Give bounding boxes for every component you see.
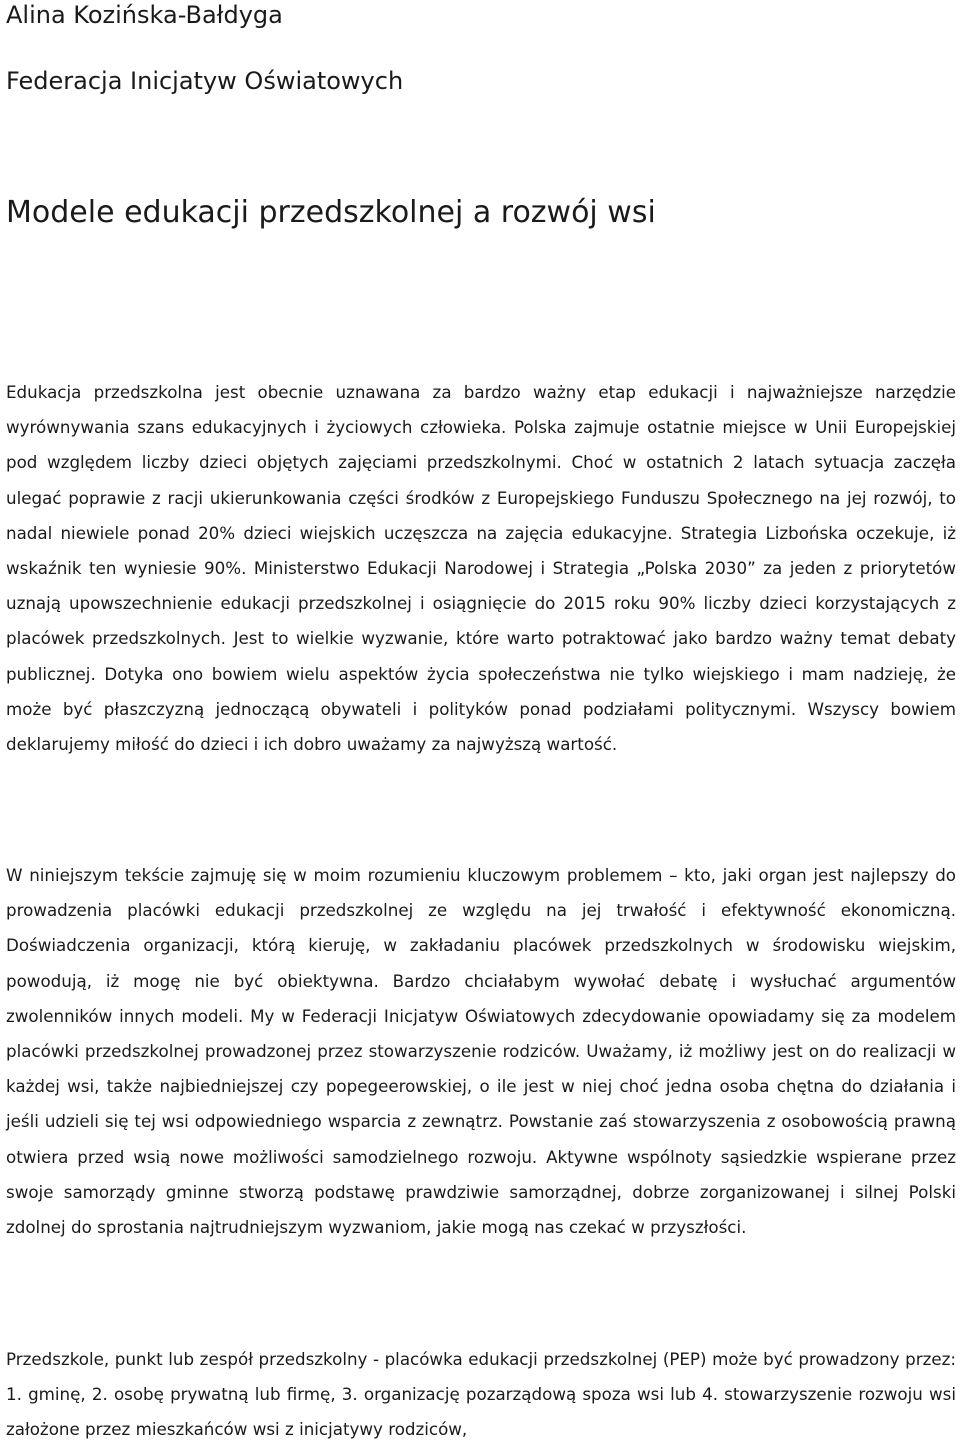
paragraph-problem: W niniejszym tekście zajmuję się w moim rozumieniu kluczowym problemem – kto, jaki organ jest najlepszy do prowadzenia placówki edukacji przedszkolnej ze względu na jej trwałość i efektywność ekonomiczną. Doświadczenia organizacji, którą kieruję, w zakładaniu placówek przedszkolnych w środowisku wiejskim, powodują, iż mogę nie być obiektywna. Bardzo chciałabym wywołać debatę i wysłuchać argumentów zwolenników innych modeli. My w Federacji Inicjatyw Oświatowych zdecydowanie opowiadamy się za modelem placówki przedszkolnej prowadzonej przez stowarzyszenie rodziców. Uważamy, iż możliwy jest on do realizacji w każdej wsi, także najbiedniejszej czy popegeerowskiej, o ile jest w niej choć jedna osoba chętna do działania i jeśli udzieli się tej wsi odpowiedniego wsparcia z zewnątrz. Powstanie zaś stowarzyszenia z osobowością prawną otwiera przed wsią nowe możliwości samodzielnego rozwoju. Aktywne wspólnoty sąsiedzkie wspierane przez swoje samorządy gminne stworzą podstawę prawdziwie samorządnej, dobrze zorganizowanej i silnej Polski zdolnej do sprostania najtrudniejszym wyzwaniom, jakie mogą nas czekać w przyszłości. (6, 865, 956, 1238)
paragraph-models: Przedszkole, punkt lub zespół przedszkolny - placówka edukacji przedszkolnej (PEP) może być prowadzony przez: 1. gminę, 2. osobę prywatną lub firmę, 3. organizację pozarządową spoza wsi lub 4. stowarzyszenie rozwoju wsi założone przez mieszkańców wsi z inicjatywy rodziców, (6, 1349, 956, 1440)
paragraph-intro: Edukacja przedszkolna jest obecnie uznawana za bardzo ważny etap edukacji i najważniejsze narzędzie wyrównywania szans edukacyjnych i życiowych człowieka. Polska zajmuje ostatnie miejsce w Unii Europejskiej pod względem liczby dzieci objętych zajęciami przedszkolnymi. Choć w ostatnich 2 latach sytuacja zaczęła ulegać poprawie z racji ukierunkowania części środków z Europejskiego Funduszu Społecznego na jej rozwój, to nadal niewiele ponad 20% dzieci wiejskich uczęszcza na zajęcia edukacyjne. Strategia Lizbońska oczekuje, iż wskaźnik ten wyniesie 90%. Ministerstwo Edukacji Narodowej i Strategia „Polska 2030” za jeden z priorytetów uznają upowszechnienie edukacji przedszkolnej i osiągnięcie do 2015 roku 90% liczby dzieci korzystających z placówek przedszkolnych. Jest to wielkie wyzwanie, które warto potraktować jako bardzo ważny temat debaty publicznej. Dotyka ono bowiem wielu aspektów życia społeczeństwa nie tylko wiejskiego i mam nadzieję, że może być płaszczyzną jednoczącą obywateli i polityków ponad podziałami politycznymi. Wszyscy bowiem deklarujemy miłość do dzieci i ich dobro uważamy za najwyższą wartość. (6, 382, 956, 755)
author-name: Alina Kozińska-Bałdyga (6, 1, 283, 29)
organization-name: Federacja Inicjatyw Oświatowych (6, 67, 404, 95)
document-title: Modele edukacji przedszkolnej a rozwój wsi (6, 195, 656, 230)
